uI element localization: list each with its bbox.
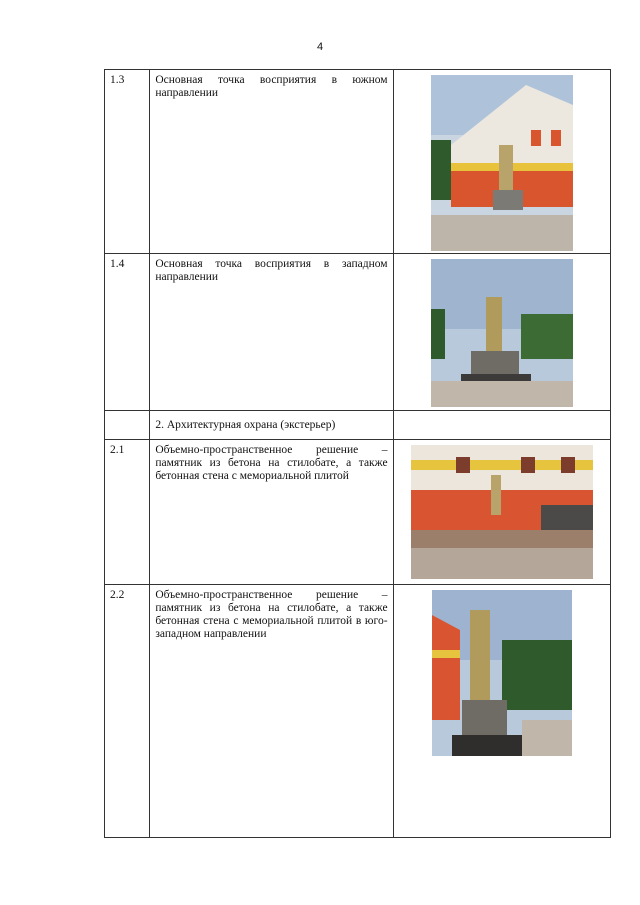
section-title: 2. Архитектурная охрана (экстерьер) (150, 411, 393, 440)
row-number: 2.2 (105, 585, 150, 838)
table-row (105, 440, 611, 585)
row-description: Объемно-пространственное решение – памятник из бетона на стилобате, а также бетонная стена с мемориальной плитой в юго-западном направлении (150, 585, 393, 838)
row-photo-cell (393, 70, 610, 254)
row-description: Основная точка восприятия в южном направлении (150, 70, 393, 254)
row-photo-cell (393, 440, 610, 585)
row-photo-cell (393, 254, 610, 411)
row-number (105, 411, 150, 440)
section-header-row (105, 411, 611, 440)
monument-front-photo (411, 445, 593, 579)
row-number: 1.3 (105, 70, 150, 254)
page-number: 4 (316, 41, 324, 53)
monument-southwest-photo (432, 590, 572, 756)
row-number: 2.1 (105, 440, 150, 585)
table-row (105, 254, 611, 411)
monument-south-photo (431, 75, 573, 251)
row-description: Объемно-пространственное решение – памятник из бетона на стилобате, а также бетонная стена с мемориальной плитой (150, 440, 393, 585)
monument-west-photo (431, 259, 573, 407)
table-row (105, 70, 611, 254)
table-row (105, 585, 611, 838)
row-description: Основная точка восприятия в западном направлении (150, 254, 393, 411)
row-photo-cell (393, 585, 610, 838)
row-number: 1.4 (105, 254, 150, 411)
protection-table (104, 69, 611, 838)
